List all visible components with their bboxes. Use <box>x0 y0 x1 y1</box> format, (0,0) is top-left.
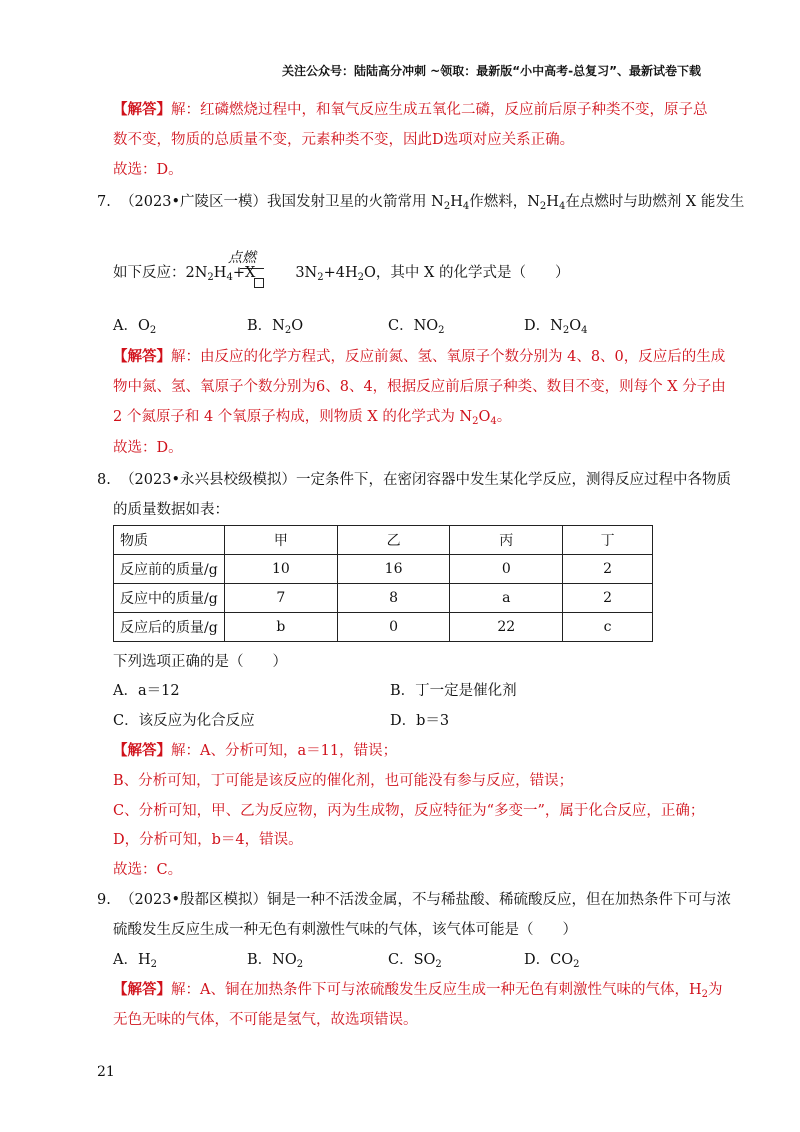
q8-option-a[interactable]: A．a＝12 <box>113 683 180 699</box>
q8-question: 下列选项正确的是（ ） <box>113 654 287 670</box>
table-cell: 0 <box>337 613 450 642</box>
table-cell: 0 <box>450 555 563 584</box>
q9-answer-label: 【解答】 <box>113 981 171 998</box>
table-header-row <box>114 526 653 555</box>
q7-answer-line-2: 物中氮、氢、氧原子个数分别为6、8、4，根据反应前后原子种类、数目不变，则每个 X 分子由 <box>113 379 726 395</box>
page-number: 21 <box>97 1064 115 1080</box>
q7-choice: 故选：D。 <box>113 440 183 456</box>
q8-answer-label: 【解答】 <box>113 742 171 759</box>
table-cell: c <box>563 613 653 642</box>
q7-option-b[interactable]: B．$N_2O$ <box>247 318 304 336</box>
table-header-cell: 物质 <box>114 526 225 555</box>
q9-option-c[interactable]: C．$SO_2$ <box>388 952 442 970</box>
q8-choice: 故选：C。 <box>113 862 183 878</box>
table-header-cell: 丙 <box>450 526 563 555</box>
q8-answer-line-2: B、分析可知，丁可能是该反应的催化剂，也可能没有参与反应，错误； <box>113 773 574 789</box>
q7-answer-label: 【解答】 <box>113 348 171 365</box>
table-cell: 7 <box>225 584 338 613</box>
table-header-cell: 甲 <box>225 526 338 555</box>
q9-option-b[interactable]: B．$NO_2$ <box>247 952 304 970</box>
table-cell: 2 <box>563 555 653 584</box>
q7-stem-line-2: 如下反应：$2N_2H_4+X$ $3N_2+4H_2O$，其中 X 的化学式是（ ） <box>113 265 570 283</box>
page-header: 关注公众号：陆陆高分冲刺 ~领取：最新版“小中高考-总复习”、最新试卷下载 <box>282 64 701 78</box>
q7-answer-line-1: 【解答】解：由反应的化学方程式，反应前氮、氢、氧原子个数分别为 4、8、0，反应后的生成 <box>113 348 726 365</box>
table-cell: 16 <box>337 555 450 584</box>
q9-answer-line-2: 无色无味的气体，不可能是氢气，故选项错误。 <box>113 1012 418 1028</box>
q8-stem-line-2: 的质量数据如表： <box>113 502 229 518</box>
table-row <box>114 555 653 584</box>
table-cell: 10 <box>225 555 338 584</box>
q9-option-a[interactable]: A．$H_2$ <box>113 952 157 970</box>
q9-stem-line-1: 9. （2023•殷都区模拟）铜是一种不活泼金属，不与稀盐酸、稀硫酸反应，但在加热条件下可与浓 <box>97 892 732 908</box>
q9-stem-line-2: 硫酸发生反应生成一种无色有刺激性气味的气体，该气体可能是（ ） <box>113 922 577 938</box>
table-cell: 反应后的质量/g <box>114 613 225 642</box>
q6-answer-line-1: 【解答】解：红磷燃烧过程中，和氧气反应生成五氧化二磷，反应前后原子种类不变，原子总 <box>113 101 708 118</box>
q8-option-c[interactable]: C．该反应为化合反应 <box>113 713 255 729</box>
table-cell: 22 <box>450 613 563 642</box>
q7-stem-line-1: 7. （2023•广陵区一模）我国发射卫星的火箭常用 $N_2H_4$作燃料，$N_2H_4$在点燃时与助燃剂 X 能发生 <box>97 194 745 212</box>
table-cell: 2 <box>563 584 653 613</box>
q6-answer-line-2: 数不变，物质的总质量不变，元素种类不变，因此D选项对应关系正确。 <box>113 132 575 148</box>
q8-answer-line-1: 【解答】解：A、分析可知，a＝11，错误； <box>113 742 398 759</box>
table-cell: 反应前的质量/g <box>114 555 225 584</box>
table-cell: 8 <box>337 584 450 613</box>
table-row <box>114 613 653 642</box>
q6-choice: 故选：D。 <box>113 162 183 178</box>
table-cell: a <box>450 584 563 613</box>
table-header-cell: 丁 <box>563 526 653 555</box>
reaction-condition: 点燃 <box>228 250 256 266</box>
q8-stem-line-1: 8. （2023•永兴县校级模拟）一定条件下，在密闭容器中发生某化学反应，测得反应过程中各物质 <box>97 472 732 488</box>
table-cell: 反应中的质量/g <box>114 584 225 613</box>
q7-option-d[interactable]: D．$N_2O_4$ <box>524 318 588 336</box>
table-header-cell: 乙 <box>337 526 450 555</box>
q8-mass-table <box>113 525 653 642</box>
q6-answer-label: 【解答】 <box>113 101 171 118</box>
q8-option-d[interactable]: D．b＝3 <box>390 713 450 729</box>
q9-option-d[interactable]: D．$CO_2$ <box>524 952 580 970</box>
q7-option-a[interactable]: A．$O_2$ <box>113 318 157 336</box>
table-cell: b <box>225 613 338 642</box>
table-row <box>114 584 653 613</box>
q7-option-c[interactable]: C．$NO_2$ <box>388 318 445 336</box>
q9-answer-line-1: 【解答】解：A、铜在加热条件下可与浓硫酸发生反应生成一种无色有刺激性气味的气体，$H_2$为 <box>113 981 723 1000</box>
q8-option-b[interactable]: B．丁一定是催化剂 <box>390 683 517 699</box>
q8-answer-line-3: C、分析可知，甲、乙为反应物，丙为生成物，反应特征为“多变一”，属于化合反应，正确； <box>113 803 705 819</box>
q7-answer-line-3: 2 个氮原子和 4 个氧原子构成，则物质 X 的化学式为 $N_2O_4$。 <box>113 409 512 427</box>
q8-answer-line-4: D，分析可知，b＝4，错误。 <box>113 832 303 848</box>
